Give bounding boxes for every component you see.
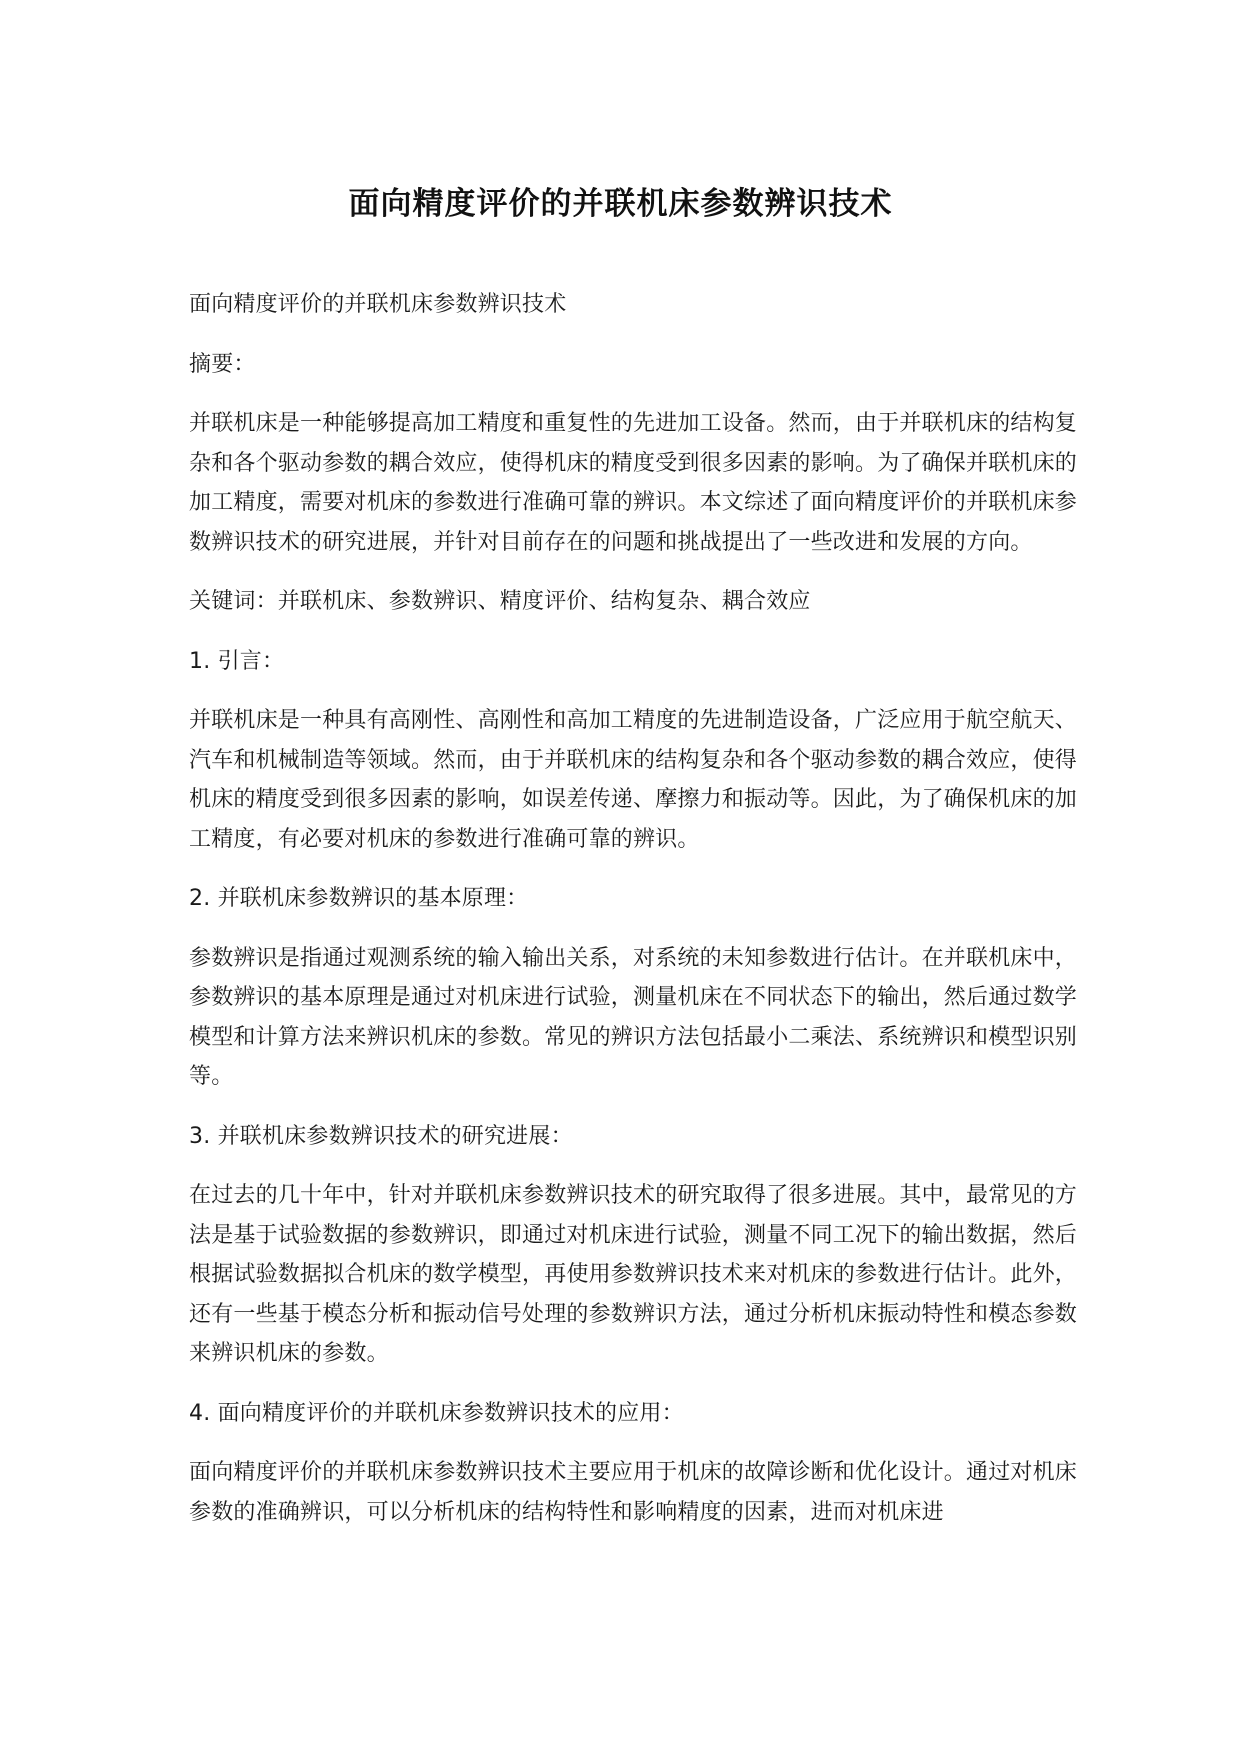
section-1-paragraph: 并联机床是一种具有高刚性、高刚性和高加工精度的先进制造设备，广泛应用于航空航天、汽车和机械制造等领域。然而，由于并联机床的结构复杂和各个驱动参数的耦合效应，使得机床的精度受到很多因素的影响，如误差传递、摩擦力和振动等。因此，为了确保机床的加工精度，有必要对机床的参数进行准确可靠的辨识。 xyxy=(189,708,1078,852)
section-3-paragraph: 在过去的几十年中，针对并联机床参数辨识技术的研究取得了很多进展。其中，最常见的方法是基于试验数据的参数辨识，即通过对机床进行试验，测量不同工况下的输出数据，然后根据试验数据拟合机床的数学模型，再使用参数辨识技术来对机床的参数进行估计。此外，还有一些基于模态分析和振动信号处理的参数辨识方法，通过分析机床振动特性和模态参数来辨识机床的参数。 xyxy=(189,1183,1078,1366)
section-4-heading: 4. 面向精度评价的并联机床参数辨识技术的应用： xyxy=(189,1400,684,1426)
section-4-paragraph: 面向精度评价的并联机床参数辨识技术主要应用于机床的故障诊断和优化设计。通过对机床参数的准确辨识，可以分析机床的结构特性和影响精度的因素，进而对机床进 xyxy=(189,1460,1078,1525)
abstract-paragraph: 并联机床是一种能够提高加工精度和重复性的先进加工设备。然而，由于并联机床的结构复杂和各个驱动参数的耦合效应，使得机床的精度受到很多因素的影响。为了确保并联机床的加工精度，需要对机床的参数进行准确可靠的辨识。本文综述了面向精度评价的并联机床参数辨识技术的研究进展，并针对目前存在的问题和挑战提出了一些改进和发展的方向。 xyxy=(189,411,1078,555)
section-2-paragraph: 参数辨识是指通过观测系统的输入输出关系，对系统的未知参数进行估计。在并联机床中，参数辨识的基本原理是通过对机床进行试验，测量机床在不同状态下的输出，然后通过数学模型和计算方法来辨识机床的参数。常见的辨识方法包括最小二乘法、系统辨识和模型识别等。 xyxy=(189,945,1078,1089)
section-2-heading: 2. 并联机床参数辨识的基本原理： xyxy=(189,886,529,911)
subtitle-paragraph: 面向精度评价的并联机床参数辨识技术 xyxy=(189,292,567,317)
section-3-heading: 3. 并联机床参数辨识技术的研究进展： xyxy=(189,1123,573,1149)
abstract-heading: 摘要： xyxy=(189,351,256,377)
section-1-heading: 1. 引言： xyxy=(189,648,285,674)
document-body xyxy=(189,285,1079,1552)
keywords-paragraph: 关键词：并联机床、参数辨识、精度评价、结构复杂、耦合效应 xyxy=(189,589,811,614)
document-title: 面向精度评价的并联机床参数辨识技术 xyxy=(348,186,893,222)
